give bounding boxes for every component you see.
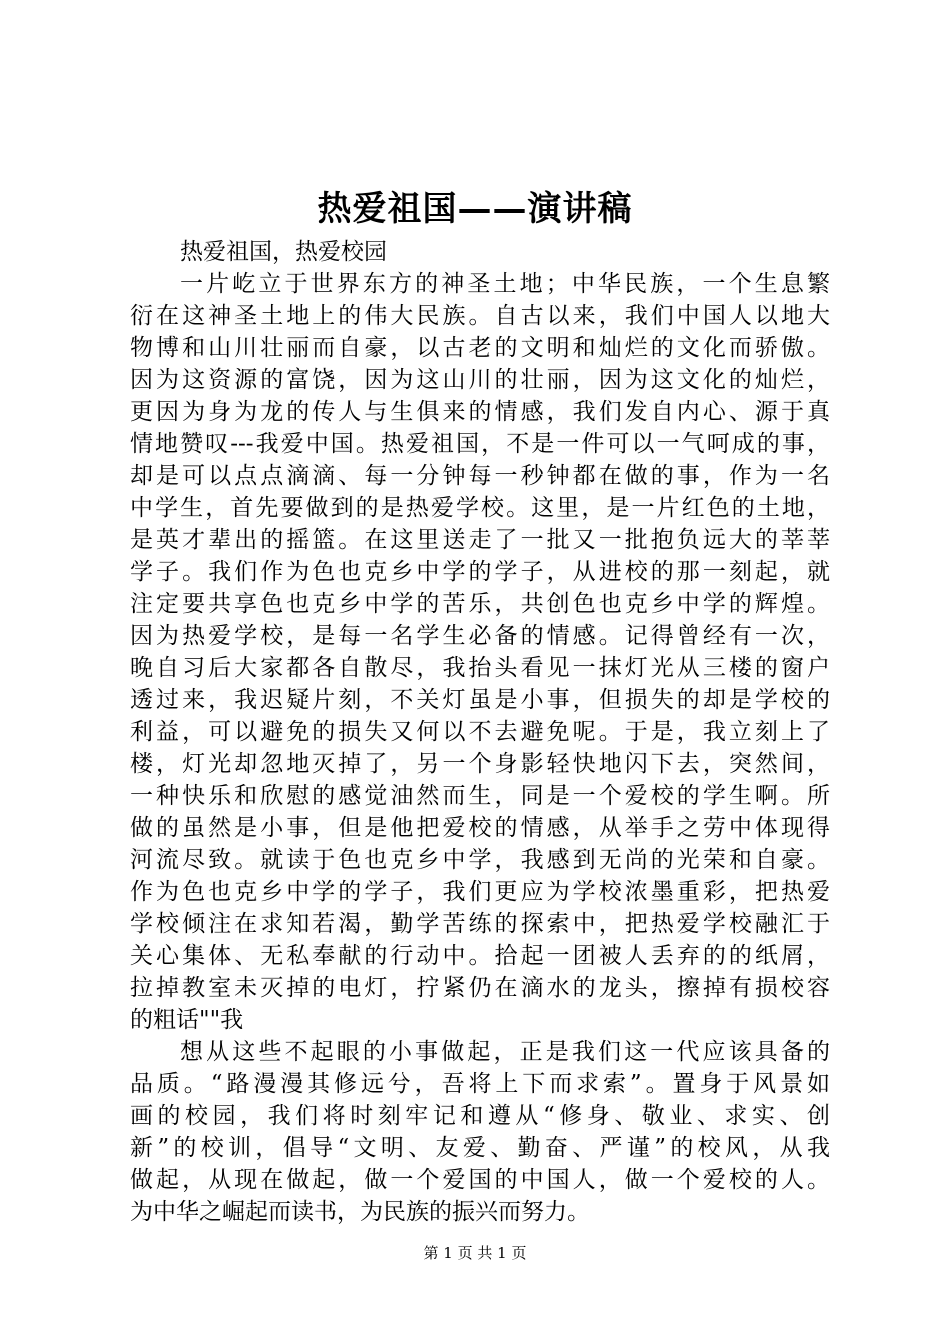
page-footer: 第 1 页 共 1 页 [423, 1244, 527, 1262]
text-line: 作为色也克乡中学的学子，我们更应为学校浓墨重彩，把热爱 [130, 879, 830, 905]
text-line: 做的虽然是小事，但是他把爱校的情感，从举手之劳中体现得 [130, 815, 830, 841]
text-line: 新”的校训，倡导“文明、友爱、勤奋、严谨”的校风，从我 [130, 1135, 830, 1161]
text-line: 河流尽致。就读于色也克乡中学，我感到无尚的光荣和自豪。 [130, 847, 830, 873]
text-line: 中学生，首先要做到的是热爱学校。这里，是一片红色的土地， [130, 495, 830, 521]
text-line: 拉掉教室未灭掉的电灯，拧紧仍在滴水的龙头，擦掉有损校容 [130, 975, 830, 1001]
document-body [130, 236, 830, 1228]
document-title: 热爱祖国——演讲稿 [317, 189, 633, 229]
text-line: 一种快乐和欣慰的感觉油然而生，同是一个爱校的学生啊。所 [130, 783, 830, 809]
text-line: 楼，灯光却忽地灭掉了，另一个身影轻快地闪下去，突然间， [130, 751, 830, 777]
text-line: 透过来，我迟疑片刻，不关灯虽是小事，但损失的却是学校的 [130, 687, 830, 713]
text-line: 晚自习后大家都各自散尽，我抬头看见一抹灯光从三楼的窗户 [130, 655, 830, 681]
text-line: 一片屹立于世界东方的神圣土地；中华民族，一个生息繁 [180, 271, 830, 297]
text-line: 的粗话""我 [130, 1007, 244, 1033]
text-line: 为中华之崛起而读书，为民族的振兴而努力。 [130, 1199, 590, 1225]
text-line: 却是可以点点滴滴、每一分钟每一秒钟都在做的事，作为一名 [130, 463, 830, 489]
text-line: 做起，从现在做起，做一个爱国的中国人，做一个爱校的人。 [130, 1167, 830, 1193]
text-line: 因为热爱学校，是每一名学生必备的情感。记得曾经有一次， [130, 623, 830, 649]
text-line: 是英才辈出的摇篮。在这里送走了一批又一批抱负远大的莘莘 [130, 527, 830, 553]
text-line: 因为这资源的富饶，因为这山川的壮丽，因为这文化的灿烂， [130, 367, 830, 393]
text-line: 想从这些不起眼的小事做起，正是我们这一代应该具备的 [180, 1039, 830, 1065]
text-line: 注定要共享色也克乡中学的苦乐，共创色也克乡中学的辉煌。 [130, 591, 830, 617]
text-line: 物博和山川壮丽而自豪，以古老的文明和灿烂的文化而骄傲。 [130, 335, 830, 361]
text-line: 情地赞叹---我爱中国。热爱祖国，不是一件可以一气呵成的事， [130, 431, 830, 457]
text-line: 更因为身为龙的传人与生俱来的情感，我们发自内心、源于真 [130, 399, 830, 425]
text-line: 利益，可以避免的损失又何以不去避免呢。于是，我立刻上了 [130, 719, 830, 745]
text-line: 品质。“路漫漫其修远兮，吾将上下而求索”。置身于风景如 [130, 1071, 830, 1097]
text-line: 学子。我们作为色也克乡中学的学子，从进校的那一刻起，就 [130, 559, 830, 585]
text-line: 画的校园，我们将时刻牢记和遵从“修身、敬业、求实、创 [130, 1103, 830, 1129]
text-line: 热爱祖国，热爱校园 [180, 239, 387, 265]
text-line: 衍在这神圣土地上的伟大民族。自古以来，我们中国人以地大 [130, 303, 830, 329]
text-line: 关心集体、无私奉献的行动中。拾起一团被人丢弃的的纸屑， [130, 943, 830, 969]
text-line: 学校倾注在求知若渴，勤学苦练的探索中，把热爱学校融汇于 [130, 911, 830, 937]
